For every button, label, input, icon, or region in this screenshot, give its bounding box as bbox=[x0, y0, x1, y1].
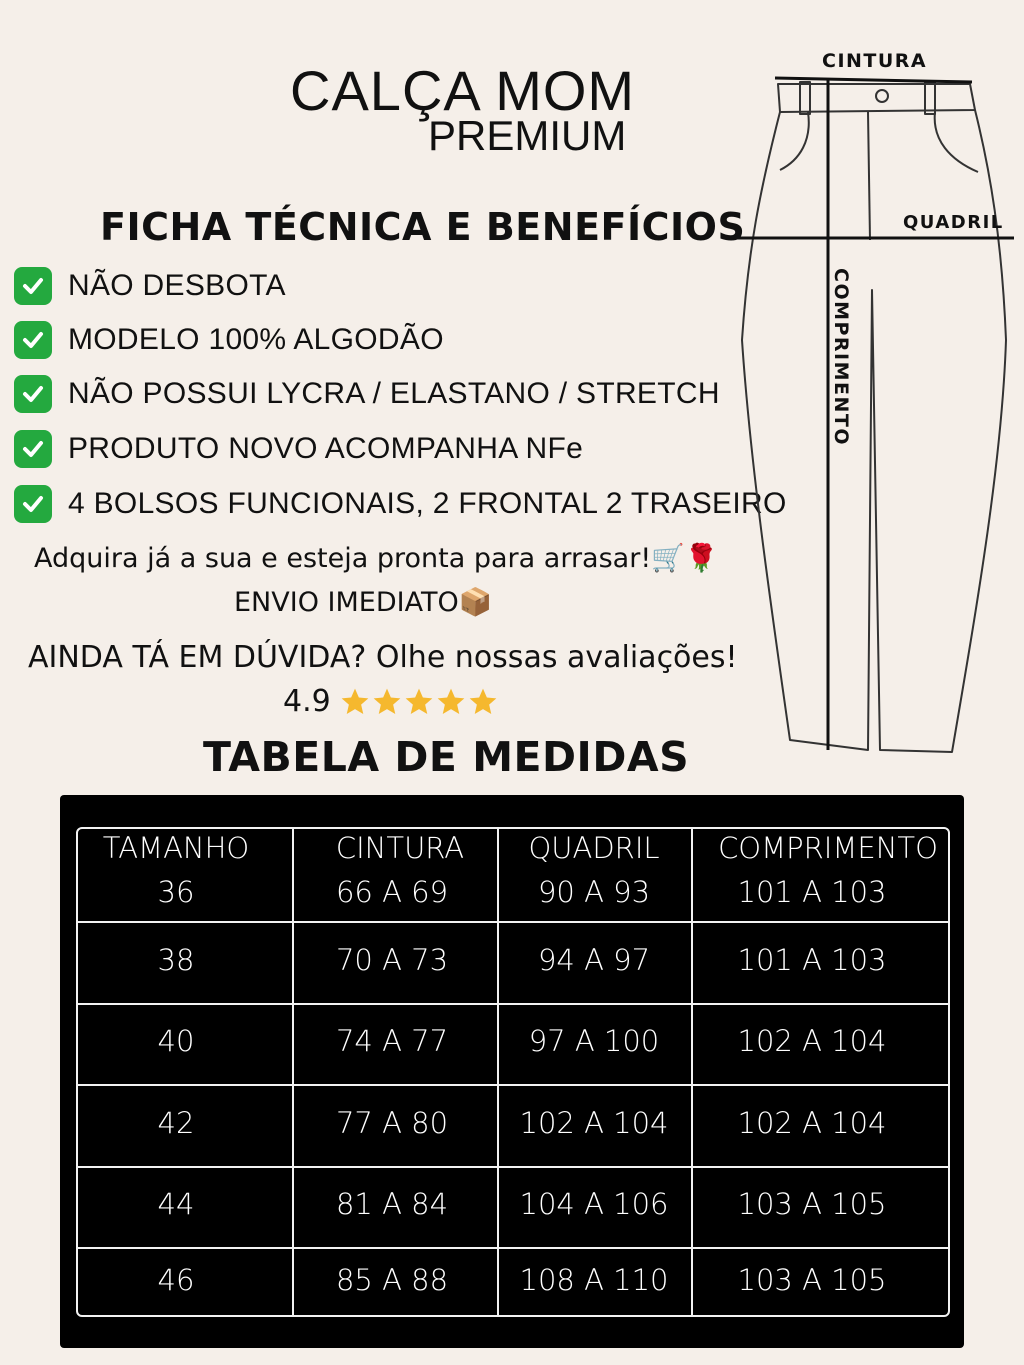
table-cell: 103 A 105 bbox=[737, 1263, 887, 1297]
table-cell: 36 bbox=[157, 875, 195, 909]
table-cell: 81 A 84 bbox=[335, 1187, 449, 1221]
benefit-item bbox=[14, 320, 444, 360]
header-waist: CINTURA bbox=[335, 831, 465, 865]
benefit-label: PRODUTO NOVO ACOMPANHA NFe bbox=[68, 432, 584, 465]
table-cell: 40 bbox=[157, 1024, 195, 1058]
size-table bbox=[60, 795, 964, 1348]
table-cell: 101 A 103 bbox=[737, 875, 887, 909]
size-table-grid bbox=[76, 827, 950, 1317]
star-icon bbox=[339, 686, 371, 718]
row-divider bbox=[78, 1003, 948, 1005]
table-cell: 102 A 104 bbox=[519, 1106, 669, 1140]
table-cell: 97 A 100 bbox=[528, 1024, 660, 1058]
size-table-heading: TABELA DE MEDIDAS bbox=[203, 733, 690, 781]
row-divider bbox=[78, 1166, 948, 1168]
benefit-label: NÃO DESBOTA bbox=[68, 269, 286, 302]
star-icon bbox=[403, 686, 435, 718]
rating-value: 4.9 bbox=[283, 684, 331, 719]
header-hip: QUADRIL bbox=[528, 831, 660, 865]
table-cell: 44 bbox=[157, 1187, 195, 1221]
pants-diagram bbox=[720, 40, 1020, 760]
row-divider bbox=[78, 921, 948, 923]
header-size: TAMANHO bbox=[102, 831, 250, 865]
check-icon bbox=[14, 430, 52, 468]
table-cell: 102 A 104 bbox=[737, 1024, 887, 1058]
table-cell: 70 A 73 bbox=[335, 943, 449, 977]
benefit-label: 4 BOLSOS FUNCIONAIS, 2 FRONTAL 2 TRASEIRO bbox=[68, 487, 787, 520]
promo-text: Adquira já a sua e esteja pronta para arrasar!🛒🌹 bbox=[34, 543, 719, 574]
waist-label: CINTURA bbox=[822, 50, 928, 72]
table-cell: 42 bbox=[157, 1106, 195, 1140]
row-divider bbox=[78, 1247, 948, 1249]
product-subtitle: PREMIUM bbox=[428, 112, 627, 159]
rating-stars bbox=[339, 686, 499, 718]
hip-label: QUADRIL bbox=[903, 212, 1004, 233]
table-cell: 102 A 104 bbox=[737, 1106, 887, 1140]
star-icon bbox=[435, 686, 467, 718]
table-cell: 38 bbox=[157, 943, 195, 977]
table-cell: 74 A 77 bbox=[335, 1024, 449, 1058]
product-title: CALÇA MOM bbox=[290, 59, 636, 122]
benefit-item bbox=[14, 266, 286, 306]
header-length: COMPRIMENTO bbox=[718, 831, 938, 865]
check-icon bbox=[14, 267, 52, 305]
table-cell: 46 bbox=[157, 1263, 195, 1297]
shipping-text: ENVIO IMEDIATO📦 bbox=[234, 587, 493, 618]
reviews-prompt: AINDA TÁ EM DÚVIDA? Olhe nossas avaliações! bbox=[28, 640, 738, 675]
table-cell: 90 A 93 bbox=[537, 875, 651, 909]
check-icon bbox=[14, 485, 52, 523]
table-cell: 66 A 69 bbox=[335, 875, 449, 909]
table-cell: 103 A 105 bbox=[737, 1187, 887, 1221]
row-divider bbox=[78, 1084, 948, 1086]
table-cell: 108 A 110 bbox=[519, 1263, 669, 1297]
star-icon bbox=[371, 686, 403, 718]
table-cell: 104 A 106 bbox=[519, 1187, 669, 1221]
table-cell: 77 A 80 bbox=[335, 1106, 449, 1140]
length-label: COMPRIMENTO bbox=[830, 268, 852, 447]
star-icon bbox=[467, 686, 499, 718]
table-cell: 101 A 103 bbox=[737, 943, 887, 977]
benefit-item bbox=[14, 429, 583, 469]
benefit-label: MODELO 100% ALGODÃO bbox=[68, 323, 444, 356]
benefit-item bbox=[14, 374, 720, 414]
check-icon bbox=[14, 321, 52, 359]
benefit-label: NÃO POSSUI LYCRA / ELASTANO / STRETCH bbox=[68, 377, 720, 410]
check-icon bbox=[14, 375, 52, 413]
rating bbox=[283, 684, 499, 719]
benefit-item bbox=[14, 484, 787, 524]
benefits-heading: FICHA TÉCNICA E BENEFÍCIOS bbox=[100, 205, 746, 249]
table-cell: 85 A 88 bbox=[335, 1263, 449, 1297]
table-cell: 94 A 97 bbox=[537, 943, 651, 977]
